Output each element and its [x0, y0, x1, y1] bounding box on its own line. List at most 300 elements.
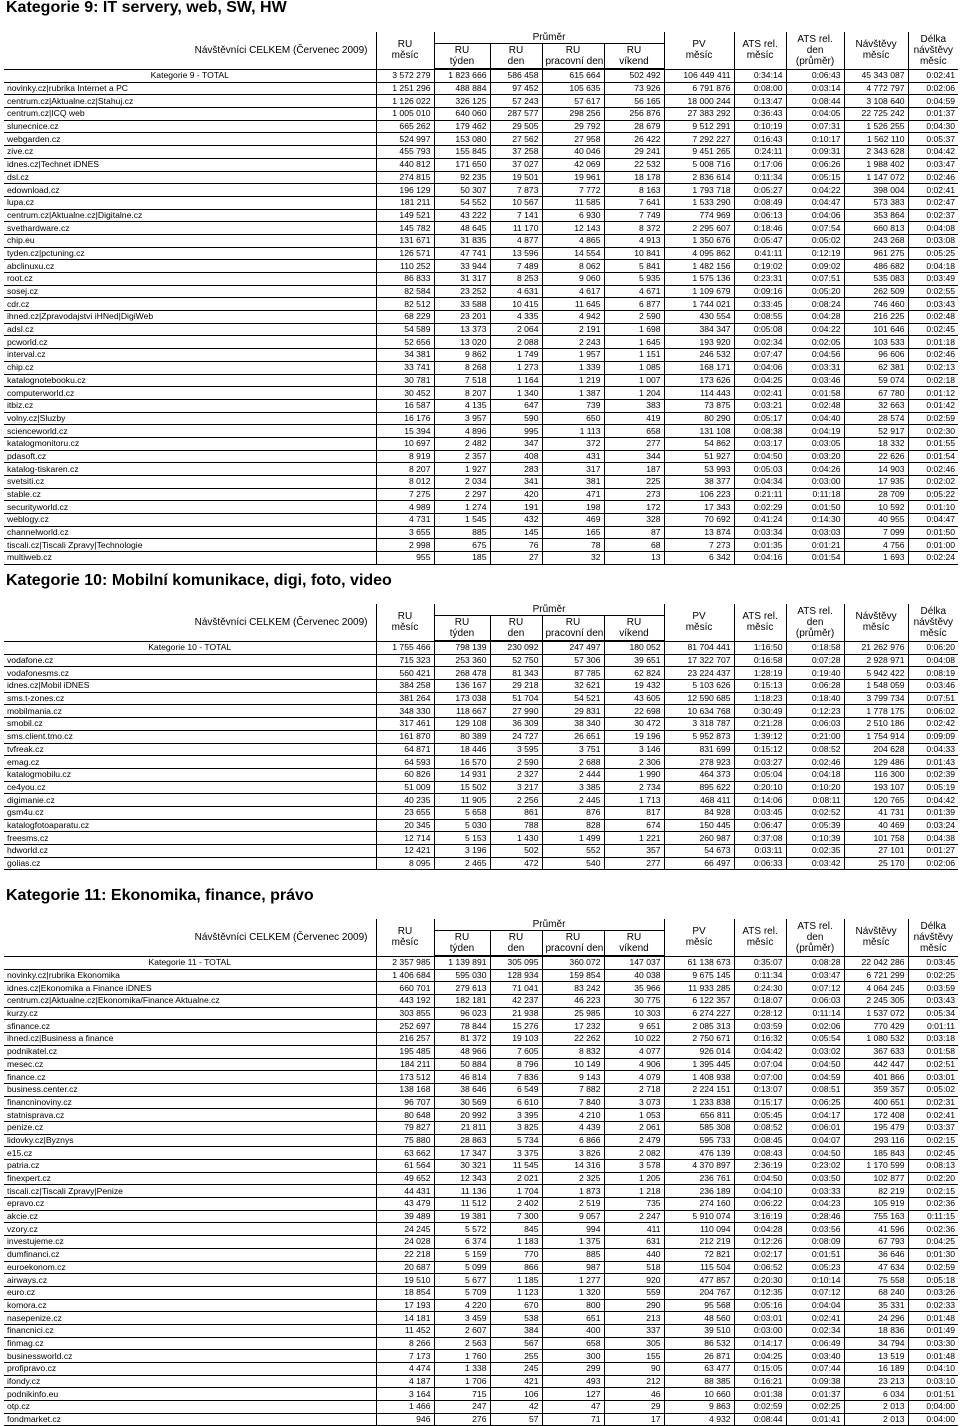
table-row [4, 1147, 958, 1160]
table-cell: 0:04:23 [786, 1198, 844, 1211]
table-cell: 0:05:34 [908, 1007, 958, 1020]
table-cell: 0:04:17 [786, 1109, 844, 1122]
table-cell: 3 196 [434, 845, 490, 858]
table-cell: 0:05:15 [786, 171, 844, 184]
site-name: chip.eu [4, 234, 376, 247]
site-name: nasepenize.cz [4, 1312, 376, 1325]
table-cell: 64 871 [376, 743, 434, 756]
table-row [4, 196, 958, 209]
table-cell: 2 734 [604, 781, 664, 794]
table-cell: 1 645 [604, 336, 664, 349]
table-cell: 173 512 [376, 1071, 434, 1084]
table-cell: 6 549 [490, 1083, 542, 1096]
site-name: sfinance.cz [4, 1020, 376, 1033]
table-cell: 1 274 [434, 501, 490, 514]
table-cell: 8 372 [604, 222, 664, 235]
table-cell: 161 870 [376, 730, 434, 743]
table-cell: 70 692 [664, 514, 734, 527]
table-cell: 11 170 [490, 222, 542, 235]
table-cell: 4 187 [376, 1375, 434, 1388]
table-cell: 328 [604, 514, 664, 527]
table-cell: 7 173 [376, 1350, 434, 1363]
table-cell: 0:11:18 [786, 488, 844, 501]
table-cell: 106 [490, 1388, 542, 1401]
table-cell: 0:04:42 [734, 1045, 786, 1058]
table-cell: 0:16:58 [734, 654, 786, 667]
table-cell: 0:03:45 [734, 806, 786, 819]
table-cell: 2 325 [542, 1172, 604, 1185]
table-cell: 193 107 [844, 781, 908, 794]
table-row [4, 539, 958, 552]
length-month-header: Délka návštěvy měsíc [908, 604, 958, 641]
table-cell: 63 662 [376, 1147, 434, 1160]
site-name: vzory.cz [4, 1223, 376, 1236]
table-cell: 0:03:17 [734, 437, 786, 450]
table-cell: 400 [542, 1324, 604, 1337]
table-row [4, 488, 958, 501]
table-cell: 0:07:47 [734, 349, 786, 362]
table-cell: 0:16:32 [734, 1033, 786, 1046]
table-cell: 0:06:20 [908, 641, 958, 654]
table-cell: 195 479 [844, 1121, 908, 1134]
table-cell: 2 718 [604, 1083, 664, 1096]
table-cell: 1 170 599 [844, 1160, 908, 1173]
table-cell: 0:37:08 [734, 832, 786, 845]
table-cell: 28 574 [844, 412, 908, 425]
table-cell: 2 590 [490, 756, 542, 769]
table-cell: 0:18:07 [734, 995, 786, 1008]
table-cell: 464 373 [664, 768, 734, 781]
total-row [4, 956, 958, 969]
table-cell: 0:12:35 [734, 1286, 786, 1299]
table-cell: 13 519 [844, 1350, 908, 1363]
table-cell: 1 698 [604, 323, 664, 336]
site-name: edownload.cz [4, 184, 376, 197]
table-cell: 615 664 [542, 69, 604, 82]
table-cell: 81 704 441 [664, 641, 734, 654]
table-cell: 0:06:33 [734, 857, 786, 870]
table-row [4, 718, 958, 731]
table-cell: 187 [604, 463, 664, 476]
table-cell: 298 256 [542, 108, 604, 121]
table-cell: 0:02:41 [786, 1312, 844, 1325]
site-name: investujeme.cz [4, 1236, 376, 1249]
table-row [4, 1045, 958, 1058]
table-cell: 1 778 175 [844, 705, 908, 718]
table-cell: 0:04:07 [786, 1134, 844, 1147]
pv-month-header: PV měsíc [664, 604, 734, 641]
table-cell: 1 562 110 [844, 133, 908, 146]
table-cell: Kategorie 11 - TOTAL [4, 956, 376, 969]
table-cell: 44 431 [376, 1185, 434, 1198]
table-cell: 0:08:24 [786, 298, 844, 311]
table-cell: 1 537 072 [844, 1007, 908, 1020]
table-cell: 0:01:43 [908, 756, 958, 769]
table-cell: 0:03:33 [786, 1185, 844, 1198]
table-cell: 0:02:48 [908, 311, 958, 324]
visitors-total-label: Návštěvníci CELKEM (Červenec 2009) [194, 616, 368, 628]
site-name: patria.cz [4, 1160, 376, 1173]
table-cell: 0:08:11 [786, 794, 844, 807]
table-cell: 0:03:08 [908, 234, 958, 247]
table-row [4, 108, 958, 121]
table-cell: 27 101 [844, 845, 908, 858]
site-name: pcworld.cz [4, 336, 376, 349]
table-cell: 30 775 [604, 995, 664, 1008]
table-cell: 0:02:13 [908, 361, 958, 374]
table-cell: 193 920 [664, 336, 734, 349]
table-cell: 9 651 [604, 1020, 664, 1033]
table-cell: 430 554 [664, 311, 734, 324]
site-name: volny.cz|Sluzby [4, 412, 376, 425]
table-cell: 739 [542, 399, 604, 412]
site-name: euroekonom.cz [4, 1261, 376, 1274]
site-name: stable.cz [4, 488, 376, 501]
table-cell: 7 840 [542, 1096, 604, 1109]
table-cell: 27 [490, 552, 542, 565]
ru-weekend-header: RU víkend [604, 931, 664, 957]
table-cell: 86 532 [664, 1337, 734, 1350]
table-cell: 27 990 [490, 705, 542, 718]
table-cell: 0:03:02 [786, 1045, 844, 1058]
table-cell: 1 533 290 [664, 196, 734, 209]
visits-month-header: Návštěvy měsíc [844, 919, 908, 956]
table-cell: 2 750 671 [664, 1033, 734, 1046]
table-cell: 1 466 [376, 1401, 434, 1414]
table-cell: 24 245 [376, 1223, 434, 1236]
table-cell: 29 218 [490, 680, 542, 693]
table-cell: 586 458 [490, 69, 542, 82]
table-cell: 4 064 245 [844, 982, 908, 995]
table-cell: 0:18:46 [734, 222, 786, 235]
table-cell: 0:02:46 [908, 171, 958, 184]
table-cell: 4 474 [376, 1363, 434, 1376]
table-cell: 42 237 [490, 995, 542, 1008]
table-cell: 18 178 [604, 171, 664, 184]
table-row [4, 323, 958, 336]
table-row [4, 857, 958, 870]
table-cell: 0:07:28 [786, 654, 844, 667]
table-row [4, 1312, 958, 1325]
table-cell: 1 126 022 [376, 95, 434, 108]
length-month-header: Délka návštěvy měsíc [908, 919, 958, 956]
table-cell: 0:05:16 [734, 1299, 786, 1312]
table-cell: 0:08:13 [908, 1160, 958, 1173]
site-name: channelworld.cz [4, 526, 376, 539]
table-cell: 0:02:18 [908, 374, 958, 387]
table-cell: 10 567 [490, 196, 542, 209]
site-name: businessworld.cz [4, 1350, 376, 1363]
site-name: tiscali.cz|Tiscali Zpravy|Penize [4, 1185, 376, 1198]
table-cell: 19 432 [604, 680, 664, 693]
table-cell: 595 030 [434, 969, 490, 982]
table-cell: 42 069 [542, 158, 604, 171]
table-cell: 81 343 [490, 667, 542, 680]
site-name: airways.cz [4, 1274, 376, 1287]
table-cell: 8 919 [376, 450, 434, 463]
table-cell: 0:02:45 [908, 1147, 958, 1160]
table-cell: 2 998 [376, 539, 434, 552]
table-cell: 715 [434, 1388, 490, 1401]
table-cell: 1 339 [542, 361, 604, 374]
site-name: akcie.cz [4, 1210, 376, 1223]
table-cell: 61 138 673 [664, 956, 734, 969]
table-cell: 5 008 716 [664, 158, 734, 171]
site-name: lidovky.cz|Byznys [4, 1134, 376, 1147]
table-cell: 34 794 [844, 1337, 908, 1350]
table-cell: 6 034 [844, 1388, 908, 1401]
table-cell: 245 [490, 1363, 542, 1376]
table-cell: 28 709 [844, 488, 908, 501]
table-cell: 7 873 [490, 184, 542, 197]
site-name: financninoviny.cz [4, 1096, 376, 1109]
average-group-header: Průměr [434, 32, 664, 44]
table-cell: 5 935 [604, 273, 664, 286]
table-cell: 552 [542, 845, 604, 858]
table-cell: 8 012 [376, 476, 434, 489]
table-cell: 247 [434, 1401, 490, 1414]
table-cell: 13 [604, 552, 664, 565]
table-cell: 0:01:00 [908, 539, 958, 552]
table-cell: 0:05:03 [734, 463, 786, 476]
table-cell: 9 143 [542, 1071, 604, 1084]
table-cell: 5 709 [434, 1286, 490, 1299]
table-row [4, 1401, 958, 1414]
ats-month-header: ATS rel. měsíc [734, 32, 786, 69]
table-cell: 6 374 [434, 1236, 490, 1249]
table-cell: 0:10:14 [786, 1274, 844, 1287]
table-cell: 23 252 [434, 285, 490, 298]
table-cell: 0:08:52 [734, 1121, 786, 1134]
table-cell: 0:13:07 [734, 1083, 786, 1096]
table-cell: 88 385 [664, 1375, 734, 1388]
site-name: centrum.cz|Aktualne.cz|Stahuj.cz [4, 95, 376, 108]
table-cell: 225 [604, 476, 664, 489]
table-cell: 372 [542, 437, 604, 450]
table-cell: 7 518 [434, 374, 490, 387]
table-cell: 68 [604, 539, 664, 552]
table-cell: 420 [490, 488, 542, 501]
table-cell: 2 590 [604, 311, 664, 324]
table-cell: 20 992 [434, 1109, 490, 1122]
table-cell: 0:02:41 [908, 69, 958, 82]
table-cell: 0:03:14 [786, 82, 844, 95]
table-cell: 0:02:39 [908, 768, 958, 781]
table-cell: 236 761 [664, 1172, 734, 1185]
table-cell: 0:04:05 [786, 108, 844, 121]
table-cell: 4 079 [604, 1071, 664, 1084]
table-cell: 1 706 [434, 1375, 490, 1388]
table-cell: 110 094 [664, 1223, 734, 1236]
table-cell: 0:04:19 [786, 425, 844, 438]
table-cell: 1 273 [490, 361, 542, 374]
table-cell: 538 [490, 1312, 542, 1325]
table-cell: 384 347 [664, 323, 734, 336]
table-cell: 68 229 [376, 311, 434, 324]
ru-day-header: RU den [490, 44, 542, 70]
table-cell: 3 164 [376, 1388, 434, 1401]
table-cell: 252 697 [376, 1020, 434, 1033]
table-cell: 1 499 [542, 832, 604, 845]
table-cell: 3 825 [490, 1121, 542, 1134]
table-cell: 0:04:06 [734, 361, 786, 374]
site-name: webgarden.cz [4, 133, 376, 146]
table-cell: 0:02:17 [734, 1248, 786, 1261]
table-row [4, 1223, 958, 1236]
table-cell: 0:03:49 [908, 273, 958, 286]
site-name: freesms.cz [4, 832, 376, 845]
table-cell: 0:06:25 [786, 1096, 844, 1109]
table-cell: 32 621 [542, 680, 604, 693]
table-cell: 656 811 [664, 1109, 734, 1122]
table-row [4, 450, 958, 463]
table-cell: 136 167 [434, 680, 490, 693]
table-cell: 3 146 [604, 743, 664, 756]
table-cell: 147 037 [604, 956, 664, 969]
table-cell: 97 452 [490, 82, 542, 95]
table-cell: 46 814 [434, 1071, 490, 1084]
table-cell: 0:04:18 [786, 768, 844, 781]
table-cell: 0:02:59 [908, 412, 958, 425]
table-cell: 84 928 [664, 806, 734, 819]
table-cell: 305 095 [490, 956, 542, 969]
table-cell: 1 053 [604, 1109, 664, 1122]
table-row [4, 184, 958, 197]
table-cell: 8 796 [490, 1058, 542, 1071]
site-name: sosej.cz [4, 285, 376, 298]
table-cell: 101 646 [844, 323, 908, 336]
table-cell: 0:03:47 [908, 158, 958, 171]
table-cell: 300 [542, 1350, 604, 1363]
table-cell: 54 521 [542, 692, 604, 705]
table-cell: 0:16:43 [734, 133, 786, 146]
table-cell: 0:17:06 [734, 158, 786, 171]
table-cell: 0:07:54 [786, 222, 844, 235]
table-cell: 0:04:00 [908, 1413, 958, 1426]
table-cell: 2 402 [490, 1198, 542, 1211]
site-name: epravo.cz [4, 1198, 376, 1211]
table-cell: 0:09:38 [786, 1375, 844, 1388]
table-cell: 96 023 [434, 1007, 490, 1020]
site-name: sms.client.tmo.cz [4, 730, 376, 743]
ru-month-header: RU měsíc [376, 32, 434, 69]
table-cell: 0:08:28 [786, 956, 844, 969]
table-cell: 0:01:11 [908, 1020, 958, 1033]
table-cell: 14 181 [376, 1312, 434, 1325]
table-cell: 49 652 [376, 1172, 434, 1185]
table-cell: 0:16:21 [734, 1375, 786, 1388]
table-cell: 0:03:43 [908, 995, 958, 1008]
table-cell: 2 928 971 [844, 654, 908, 667]
table-cell: 23 655 [376, 806, 434, 819]
table-row [4, 1286, 958, 1299]
ats-month-header: ATS rel. měsíc [734, 919, 786, 956]
site-name: novinky.cz|rubrika Internet a PC [4, 82, 376, 95]
table-cell: 0:03:10 [908, 1375, 958, 1388]
table-cell: 3 655 [376, 526, 434, 539]
table-cell: 0:02:59 [734, 1401, 786, 1414]
site-name: hdworld.cz [4, 845, 376, 858]
table-cell: 486 682 [844, 260, 908, 273]
table-cell: 0:04:50 [786, 1147, 844, 1160]
table-cell: 22 532 [604, 158, 664, 171]
table-cell: 22 698 [604, 705, 664, 718]
table-cell: 0:06:02 [908, 705, 958, 718]
table-cell: 12 421 [376, 845, 434, 858]
table-row [4, 845, 958, 858]
site-name: idnes.cz|Ekonomika a Finance iDNES [4, 982, 376, 995]
table-cell: 11 585 [542, 196, 604, 209]
table-cell: 631 [604, 1236, 664, 1249]
table-cell: 0:03:26 [908, 1286, 958, 1299]
table-cell: 432 [490, 514, 542, 527]
table-cell: 0:04:38 [908, 832, 958, 845]
table-row [4, 349, 958, 362]
table-cell: 19 381 [434, 1210, 490, 1223]
table-cell: 10 149 [542, 1058, 604, 1071]
table-cell: 0:06:03 [786, 995, 844, 1008]
table-cell: 1 755 466 [376, 641, 434, 654]
table-cell: 0:28:12 [734, 1007, 786, 1020]
table-cell: 80 648 [376, 1109, 434, 1122]
ru-workday-header: RU pracovní den [542, 616, 604, 642]
table-cell: 273 [604, 488, 664, 501]
table-cell: 73 875 [664, 399, 734, 412]
table-cell: 11 512 [434, 1198, 490, 1211]
table-row [4, 1274, 958, 1287]
table-cell: 29 241 [604, 146, 664, 159]
table-cell: 0:01:10 [908, 501, 958, 514]
table-cell: 1 693 [844, 552, 908, 565]
table-cell: 23 224 437 [664, 667, 734, 680]
table-cell: 651 [542, 1312, 604, 1325]
table-cell: 0:06:28 [786, 680, 844, 693]
table-cell: 6 721 299 [844, 969, 908, 982]
table-row [4, 1350, 958, 1363]
table-cell: 2 191 [542, 323, 604, 336]
table-cell: 0:21:11 [734, 488, 786, 501]
table-cell: 0:15:05 [734, 1363, 786, 1376]
table-cell: 181 211 [376, 196, 434, 209]
table-cell: 1 147 072 [844, 171, 908, 184]
site-name: ihned.cz|Business a finance [4, 1033, 376, 1046]
table-cell: 955 [376, 552, 434, 565]
table-cell: 0:02:36 [908, 1198, 958, 1211]
ru-weekend-header: RU víkend [604, 616, 664, 642]
site-name: statnisprava.cz [4, 1109, 376, 1122]
table-cell: 567 [490, 1337, 542, 1350]
table-cell: 1 218 [604, 1185, 664, 1198]
table-row [4, 387, 958, 400]
table-cell: 19 510 [376, 1274, 434, 1287]
table-cell: 0:10:17 [786, 133, 844, 146]
table-cell: 0:02:46 [908, 463, 958, 476]
table-cell: 246 532 [664, 349, 734, 362]
table-row [4, 311, 958, 324]
table-cell: 1 793 718 [664, 184, 734, 197]
table-cell: 11 452 [376, 1324, 434, 1337]
table-cell: 488 884 [434, 82, 490, 95]
table-cell: 103 533 [844, 336, 908, 349]
table-cell: 32 [542, 552, 604, 565]
table-cell: 0:24:11 [734, 146, 786, 159]
table-cell: 19 196 [604, 730, 664, 743]
table-row [4, 1096, 958, 1109]
table-cell: 51 927 [664, 450, 734, 463]
table-cell: 120 765 [844, 794, 908, 807]
table-cell: 30 781 [376, 374, 434, 387]
table-cell: 0:03:18 [908, 1033, 958, 1046]
